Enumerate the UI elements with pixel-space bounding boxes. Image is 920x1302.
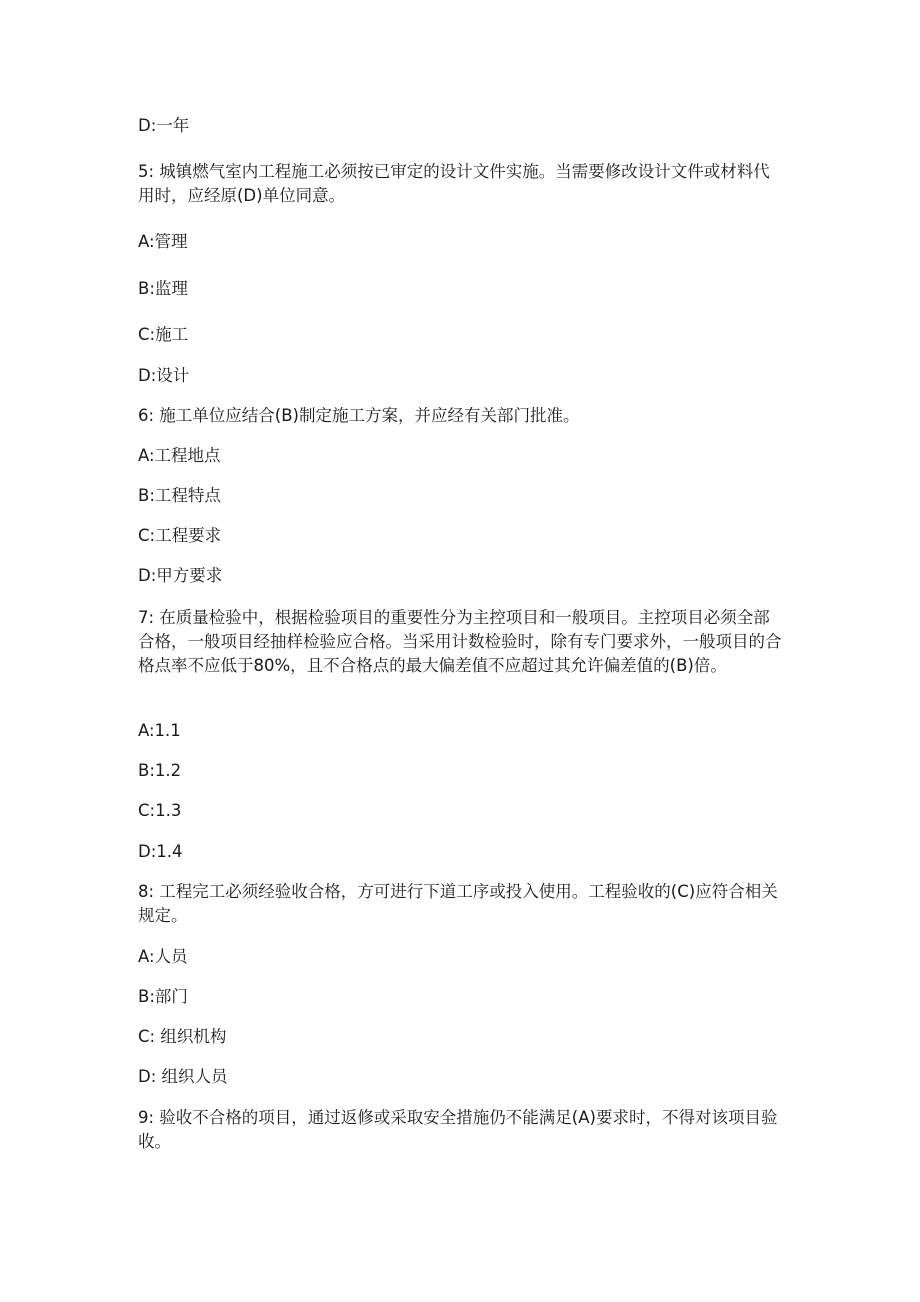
option-a-q5: A:管理 [138,232,188,251]
option-b-q5: B:监理 [138,279,188,298]
option-b-q8: B:部门 [138,987,188,1006]
question-7: 7: 在质量检验中，根据检验项目的重要性分为主控项目和一般项目。主控项目必须全部合格，一般项目经抽样检验应合格。当采用计数检验时，除有专门要求外，一般项目的合格点率不应低于80%，且不合格点的最大偏差值不应超过其允许偏差值的(B)倍。 [138,608,782,675]
option-a-q7: A:1.1 [138,721,181,740]
option-c-q6: C:工程要求 [138,526,222,545]
question-6: 6: 施工单位应结合(B)制定施工方案，并应经有关部门批准。 [138,406,580,425]
option-a-q8: A:人员 [138,947,188,966]
option-c-q5: C:施工 [138,325,189,344]
option-d-q7: D:1.4 [138,842,183,861]
option-b-q6: B:工程特点 [138,486,221,505]
option-c-q8: C: 组织机构 [138,1027,227,1046]
option-d-q4: D:一年 [138,116,190,135]
option-d-q8: D: 组织人员 [138,1067,228,1086]
option-d-q6: D:甲方要求 [138,566,223,585]
question-5: 5: 城镇燃气室内工程施工必须按已审定的设计文件实施。当需要修改设计文件或材料代用时，应经原(D)单位同意。 [138,162,770,205]
option-c-q7: C:1.3 [138,801,182,820]
option-d-q5: D:设计 [138,366,190,385]
option-b-q7: B:1.2 [138,761,182,780]
option-a-q6: A:工程地点 [138,446,221,465]
question-8: 8: 工程完工必须经验收合格，方可进行下道工序或投入使用。工程验收的(C)应符合相关规定。 [138,882,778,925]
question-9: 9: 验收不合格的项目，通过返修或采取安全措施仍不能满足(A)要求时，不得对该项目验收。 [138,1108,778,1151]
